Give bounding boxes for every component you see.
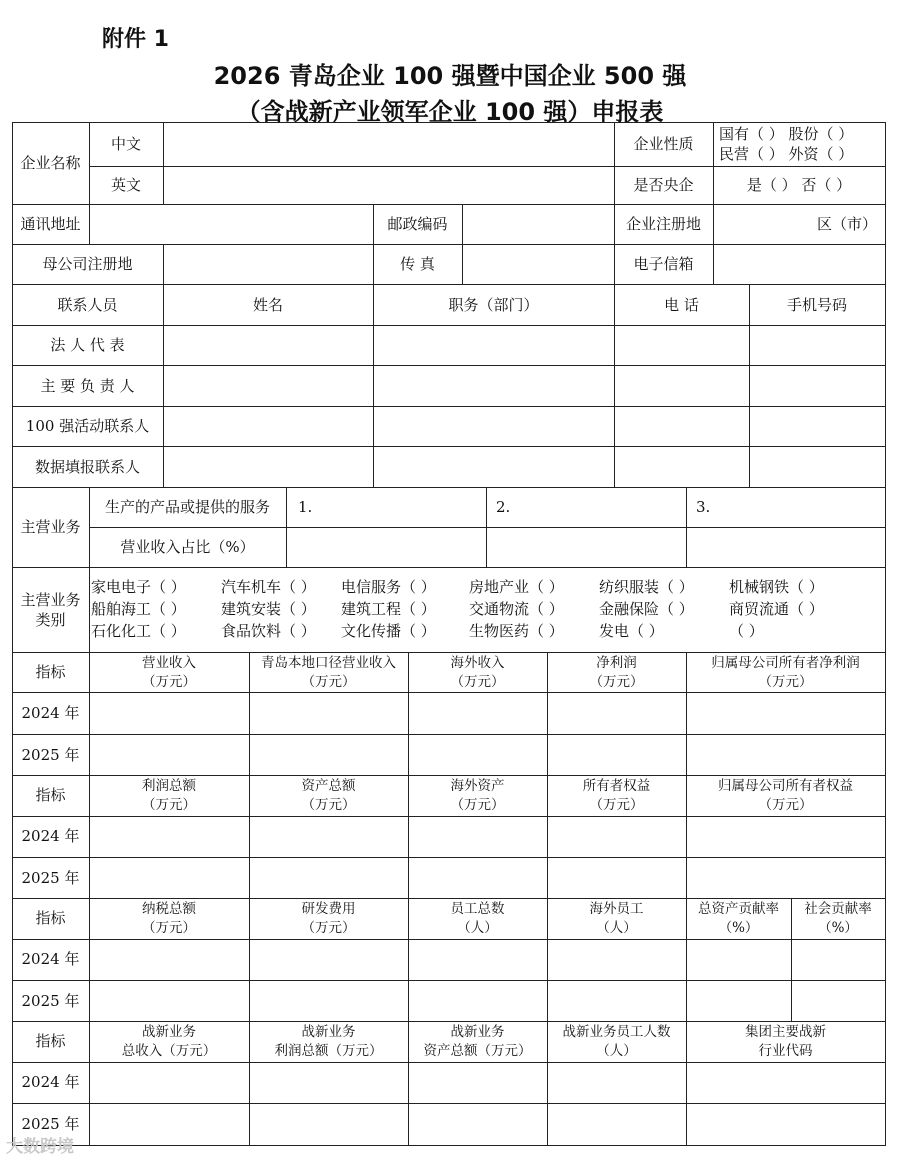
indicator-header-line: 战新业务员工人数 — [562, 1024, 671, 1040]
postcode-label: 邮政编码 — [387, 215, 448, 233]
parent-registration-label: 母公司注册地 — [42, 255, 133, 273]
company-name-label: 企业名称 — [20, 154, 81, 172]
category-option[interactable]: 家电电子（ ） — [91, 578, 186, 596]
indicator-value-field[interactable] — [249, 1061, 408, 1103]
indicator-value-field[interactable] — [89, 857, 249, 898]
indicator-value-field[interactable] — [686, 692, 885, 734]
product-slot-1[interactable]: 1. — [298, 498, 313, 516]
indicator-header — [547, 775, 686, 815]
year-label: 2024 年 — [21, 827, 80, 845]
category-option[interactable]: 金融保险（ ） — [599, 600, 694, 618]
indicator-header — [408, 775, 547, 815]
contacts-header-position: 职务（部门） — [448, 295, 539, 314]
indicator-header — [686, 775, 885, 815]
data-contact-label: 数据填报联系人 — [34, 457, 140, 476]
indicator-value-field[interactable] — [408, 1061, 547, 1103]
indicator-value-field[interactable] — [408, 734, 547, 775]
english-name-label: 英文 — [110, 176, 141, 194]
indicator-header — [249, 775, 408, 815]
indicator-header-line: 青岛本地口径营业收入 — [261, 655, 396, 671]
product-slot-3[interactable]: 3. — [696, 498, 711, 516]
indicator-header-line: 总收入（万元） — [121, 1043, 217, 1059]
indicator-header-line: （%） — [818, 920, 858, 936]
legal-representative-label: 法 人 代 表 — [50, 336, 125, 354]
category-option[interactable]: 商贸流通（ ） — [729, 600, 824, 618]
indicator-header — [791, 898, 885, 938]
indicator-header-line: 所有者权益 — [582, 778, 651, 794]
indicator-value-field[interactable] — [791, 938, 885, 980]
indicator-header — [89, 1021, 249, 1061]
indicator-header-line: （人） — [596, 920, 637, 936]
fax-field[interactable] — [462, 244, 614, 284]
registration-place-field[interactable]: 区（市） — [816, 215, 877, 233]
enterprise-nature-label: 企业性质 — [633, 135, 694, 153]
indicator-value-field[interactable] — [249, 692, 408, 734]
indicator-value-field[interactable] — [249, 1103, 408, 1144]
indicator-header-line: 净利润 — [596, 655, 637, 671]
indicator-value-field[interactable] — [249, 938, 408, 980]
indicator-label: 指标 — [35, 663, 66, 681]
indicator-header — [408, 1021, 547, 1061]
indicator-header — [249, 652, 408, 692]
year-label: 2025 年 — [21, 868, 80, 887]
email-label: 电子信箱 — [633, 255, 694, 273]
indicator-value-field[interactable] — [547, 692, 686, 734]
indicator-header-line: 利润总额 — [142, 778, 196, 794]
indicator-header-line: （人） — [457, 920, 498, 936]
indicator-value-field[interactable] — [686, 734, 885, 775]
indicator-value-field[interactable] — [249, 734, 408, 775]
indicator-header — [686, 652, 885, 692]
main-business-label: 主营业务 — [20, 518, 81, 536]
business-category-label-line-2: 类别 — [35, 610, 66, 629]
category-option[interactable]: 房地产业（ ） — [469, 578, 564, 596]
indicator-header — [547, 898, 686, 938]
indicator-header-line: （万元） — [301, 797, 356, 813]
indicator-value-field[interactable] — [249, 980, 408, 1021]
indicator-header-line: （万元） — [301, 920, 356, 936]
product-slot-2[interactable]: 2. — [496, 498, 511, 516]
indicator-value-field[interactable] — [547, 815, 686, 857]
indicator-header-line: （万元） — [301, 674, 356, 690]
indicator-value-field[interactable] — [89, 938, 249, 980]
indicator-value-field[interactable] — [547, 938, 686, 980]
category-option[interactable]: 汽车机车（ ） — [221, 578, 316, 596]
category-option[interactable]: 船舶海工（ ） — [91, 600, 186, 618]
indicator-header-line: 战新业务 — [142, 1024, 196, 1040]
english-name-field[interactable] — [163, 166, 614, 204]
contacts-header-mobile: 手机号码 — [786, 295, 847, 314]
indicator-header-line: 战新业务 — [450, 1024, 505, 1040]
contacts-header-name: 姓名 — [252, 295, 283, 314]
indicator-value-field[interactable] — [89, 1103, 249, 1144]
indicator-header-line: 资产总额 — [301, 778, 356, 794]
category-option[interactable]: 交通物流（ ） — [469, 600, 564, 618]
indicator-value-field[interactable] — [89, 815, 249, 857]
central-soe-label: 是否央企 — [633, 176, 694, 194]
indicator-header — [89, 775, 249, 815]
indicator-header-line: （万元） — [142, 920, 196, 936]
indicator-header-line: 总资产贡献率 — [698, 901, 779, 917]
business-category-label — [12, 567, 89, 652]
category-option[interactable]: 建筑安装（ ） — [221, 600, 316, 618]
revenue-ratio-label: 营业收入占比（%） — [120, 538, 255, 556]
attachment-label: 附件 1 — [102, 27, 169, 52]
enterprise-nature-options[interactable] — [713, 122, 885, 166]
indicator-value-field[interactable] — [547, 857, 686, 898]
indicator-value-field[interactable] — [686, 815, 885, 857]
indicator-header-line: 海外员工 — [589, 901, 644, 917]
business-category-label-line-1: 主营业务 — [20, 590, 81, 609]
indicator-header-line: 利润总额（万元） — [274, 1043, 383, 1059]
year-label: 2025 年 — [21, 991, 80, 1010]
indicator-header — [547, 1021, 686, 1061]
indicator-header-line: （万元） — [758, 797, 813, 813]
indicator-value-field[interactable] — [791, 980, 885, 1021]
indicator-header-line: （万元） — [142, 674, 196, 690]
indicator-header — [408, 898, 547, 938]
category-option[interactable]: 生物医药（ ） — [469, 622, 564, 640]
indicator-value-field[interactable] — [408, 1103, 547, 1144]
indicator-header — [89, 898, 249, 938]
mailing-address-label: 通讯地址 — [20, 215, 81, 233]
indicator-label: 指标 — [35, 1032, 66, 1050]
indicator-header-line: 战新业务 — [301, 1024, 356, 1040]
category-option[interactable]: 电信服务（ ） — [341, 578, 436, 596]
indicator-value-field[interactable] — [686, 1061, 885, 1103]
chinese-name-field[interactable] — [163, 122, 614, 166]
watermark: 大数跨境 — [6, 1137, 74, 1157]
nature-options-line-1[interactable]: 国有（ ） 股份（ ） — [719, 125, 854, 143]
year-label: 2025 年 — [21, 1114, 80, 1133]
indicator-value-field[interactable] — [547, 980, 686, 1021]
indicator-label: 指标 — [35, 909, 66, 927]
postcode-field[interactable] — [462, 204, 614, 244]
fax-label: 传 真 — [400, 255, 435, 273]
indicator-value-field[interactable] — [249, 857, 408, 898]
indicator-header-line: 员工总数 — [450, 901, 505, 917]
year-label: 2024 年 — [21, 704, 80, 722]
indicator-header-line: 研发费用 — [301, 901, 356, 917]
indicator-header-line: 海外收入 — [450, 655, 505, 671]
indicator-header-line: （人） — [596, 1043, 637, 1059]
indicator-header-line: 集团主要战新 — [745, 1024, 826, 1040]
indicator-header-line: 海外资产 — [450, 778, 505, 794]
category-option[interactable]: 机械钢铁（ ） — [729, 578, 824, 596]
event-contact-label: 100 强活动联系人 — [25, 417, 150, 435]
indicator-value-field[interactable] — [686, 938, 791, 980]
indicator-header — [89, 652, 249, 692]
indicator-value-field[interactable] — [686, 1103, 885, 1144]
indicator-header-line: 归属母公司所有者权益 — [718, 778, 853, 794]
indicator-value-field[interactable] — [686, 857, 885, 898]
products-services-label: 生产的产品或提供的服务 — [104, 498, 270, 516]
indicator-value-field[interactable] — [408, 815, 547, 857]
indicator-header — [249, 898, 408, 938]
indicator-value-field[interactable] — [408, 980, 547, 1021]
category-option[interactable]: 石化化工（ ） — [91, 622, 186, 640]
category-option[interactable]: 发电（ ） — [599, 622, 664, 640]
email-field[interactable] — [713, 244, 885, 284]
indicator-header-line: （万元） — [450, 674, 505, 690]
indicator-value-field[interactable] — [686, 980, 791, 1021]
indicator-header — [547, 652, 686, 692]
indicator-header-line: 社会贡献率 — [804, 901, 872, 917]
indicator-value-field[interactable] — [408, 857, 547, 898]
parent-registration-field[interactable] — [163, 244, 373, 284]
indicator-header-line: 资产总额（万元） — [423, 1043, 532, 1059]
form-title-line-1: 2026 青岛企业 100 强暨中国企业 500 强 — [213, 62, 687, 90]
central-soe-options[interactable]: 是（ ） 否（ ） — [746, 176, 852, 194]
indicator-header — [686, 898, 791, 938]
indicator-value-field[interactable] — [547, 734, 686, 775]
indicator-header-line: （万元） — [758, 674, 813, 690]
indicator-value-field[interactable] — [408, 938, 547, 980]
indicator-value-field[interactable] — [89, 1061, 249, 1103]
indicator-value-field[interactable] — [547, 1061, 686, 1103]
category-option[interactable]: （ ） — [729, 622, 764, 640]
nature-options-line-2[interactable]: 民营（ ） 外资（ ） — [719, 145, 854, 163]
indicator-header-line: 归属母公司所有者净利润 — [711, 655, 860, 671]
indicator-value-field[interactable] — [89, 692, 249, 734]
indicator-header — [408, 652, 547, 692]
year-label: 2024 年 — [21, 950, 80, 968]
mailing-address-field[interactable] — [89, 204, 373, 244]
indicator-value-field[interactable] — [408, 692, 547, 734]
indicator-header-line: （万元） — [589, 797, 644, 813]
indicator-header-line: （万元） — [142, 797, 196, 813]
indicator-header-line: 营业收入 — [142, 655, 196, 671]
form-title-line-2: （含战新产业领军企业 100 强）申报表 — [236, 98, 664, 126]
indicator-value-field[interactable] — [249, 815, 408, 857]
principal-manager-label: 主 要 负 责 人 — [40, 376, 135, 395]
indicator-value-field[interactable] — [547, 1103, 686, 1144]
category-option[interactable]: 纺织服装（ ） — [599, 578, 694, 596]
indicator-header — [686, 1021, 885, 1061]
registration-place-label: 企业注册地 — [625, 215, 701, 233]
category-option[interactable]: 建筑工程（ ） — [341, 600, 436, 618]
indicator-value-field[interactable] — [89, 980, 249, 1021]
category-option[interactable]: 文化传播（ ） — [341, 622, 436, 640]
indicator-value-field[interactable] — [89, 734, 249, 775]
indicator-header — [249, 1021, 408, 1061]
indicator-header-line: （%） — [718, 920, 759, 936]
indicator-header-line: （万元） — [589, 674, 644, 690]
indicator-label: 指标 — [35, 786, 66, 804]
indicator-header-line: 行业代码 — [758, 1043, 813, 1059]
contacts-header-role: 联系人员 — [57, 295, 118, 314]
chinese-name-label: 中文 — [110, 135, 141, 153]
indicator-header-line: 纳税总额 — [142, 901, 196, 917]
year-label: 2024 年 — [21, 1073, 80, 1091]
contacts-header-phone: 电 话 — [664, 295, 699, 314]
indicator-header-line: （万元） — [450, 797, 505, 813]
year-label: 2025 年 — [21, 745, 80, 764]
category-option[interactable]: 食品饮料（ ） — [221, 622, 316, 640]
